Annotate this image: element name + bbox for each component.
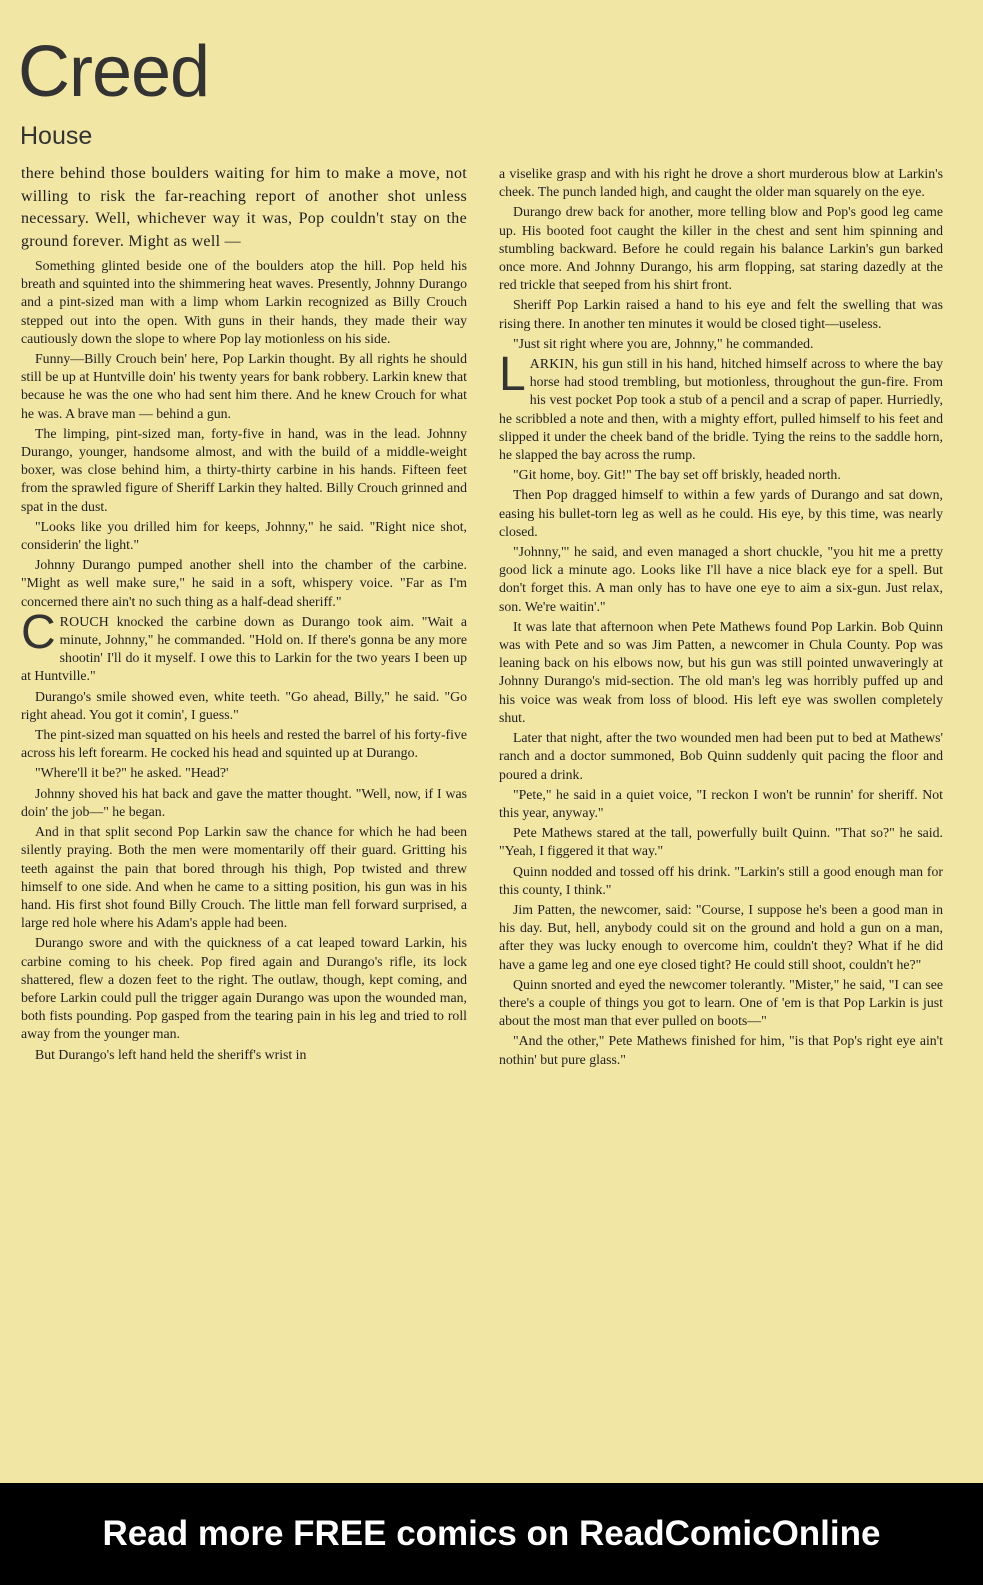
author-name: House — [20, 122, 93, 150]
paragraph: Quinn snorted and eyed the newcomer tolerantly. "Mister," he said, "I can see there's a couple of things you got to learn. One of 'em is that Pop Larkin is just about the most man that ever pulled on boots—" — [499, 976, 943, 1029]
paragraph: Durango drew back for another, more telling blow and Pop's good leg came up. His booted foot caught the killer in the chest and sent him spinning and stumbling backward. Before he could regain his balance Larkin's gun barked once more. And Johnny Durango, his arm flopping, sat staring dazedly at the red trickle that seeped from his shirt front. — [499, 204, 943, 293]
paragraph: Johnny shoved his hat back and gave the matter thought. "Well, now, if I was doin' the job—" he began. — [21, 785, 467, 819]
paragraph: Durango's smile showed even, white teeth. "Go ahead, Billy," he said. "Go right ahead. You got it comin', I guess." — [21, 688, 467, 722]
paragraph: "Just sit right where you are, Johnny," he commanded. — [513, 335, 814, 351]
paragraph: Johnny Durango pumped another shell into the chamber of the carbine. "Might as well make sure," he said in a soft, whispery voice. "Far as I'm concerned there ain't no such thing as a half-dead sheriff." — [21, 557, 467, 609]
section-text: knocked the carbine down as Durango took aim. "Wait a minute, Johnny," he commanded. "Hold on. If there's gonna be any more shootin' I'll do it myself. I owe this to Larkin for the two years I been up at Huntville." — [21, 613, 467, 684]
paragraph: Funny—Billy Crouch bein' here, Pop Larkin thought. By all rights he should still be up at Huntville doin' his twenty years for bank robbery. Larkin knew that because he was the one who had sent him there. And he knew Crouch for what he was. A brave man — behind a gun. — [21, 351, 467, 421]
lead-paragraph: there behind those boulders waiting for him to make a move, not willing to risk the far-reaching report of another shot unless necessary. Well, whichever way it was, Pop couldn't stay on the ground forever. Might as well — — [21, 165, 467, 250]
paragraph: But Durango's left hand held the sheriff's wrist in — [35, 1046, 307, 1062]
story-title: Creed — [18, 32, 210, 112]
section-opening-paragraph — [499, 348, 943, 464]
left-column — [21, 163, 467, 1425]
paragraph: The pint-sized man squatted on his heels and rested the barrel of his forty-five across his left forearm. He cocked his head and squinted up at Durango. — [21, 727, 467, 761]
paragraph: "Git home, boy. Git!" The bay set off briskly, headed north. — [513, 467, 841, 483]
drop-cap: L — [499, 348, 526, 402]
paragraph: "And the other," Pete Mathews finished for him, "is that Pop's right eye ain't nothin' but pure glass." — [499, 1033, 943, 1067]
paragraph: Jim Patten, the newcomer, said: "Course, I suppose he's been a good man in his day. But, hell, anybody could sit on the ground and hold a gun on a man, after they was lucky enough to overcome him, couldn't they? What if he did have a game leg and one eye closed tight? He could still shoot, couldn't he?" — [499, 901, 943, 972]
paragraph: Durango swore and with the quickness of a cat leaped toward Larkin, his carbine coming to his cheek. Pop fired again and Durango's rifle, its lock shattered, flew a dozen feet to the right. The outlaw, though, kept coming, and before Larkin could pull the trigger again Durango was upon the wounded man, both fists pounding. Pop gasped from the tearing pain in his leg and tried to roll away from the younger man. — [21, 935, 467, 1042]
paragraph: "Johnny,"' he said, and even managed a short chuckle, "you hit me a pretty good lick a minute ago. Looks like I'll have a nice black eye for a spell. But don't forget this. A man only has to have one eye to aim a six-gun. Just relax, son. We're waitin'." — [499, 544, 943, 614]
section-text: his gun still in his hand, hitched himself across to where the bay horse had stood trembling, but motionless, throughout the gun-fire. From his vest pocket Pop took a stub of a pencil and a scrap of paper. Hurriedly, he scribbled a note and then, with a mighty effort, pulled himself to his feet and slipped it under the cheek band of the bridle. Tying the reins to the saddle horn, he slapped the bay across the rump. — [499, 356, 943, 463]
paragraph: And in that split second Pop Larkin saw the chance for which he had been silently praying. Both the men were momentarily off their guard. Gritting his teeth against the pain that bored through his thigh, Pop twisted and threw himself to one side. And when he came to a sitting position, his gun was in his hand. His first shot found Billy Crouch. The little man fell forward surprised, a large red hole where his Adam's apple had been. — [21, 824, 467, 931]
paragraph: "Where'll it be?" he asked. "Head?' — [35, 765, 229, 781]
drop-cap: C — [21, 605, 56, 659]
paragraph: Later that night, after the two wounded men had been put to bed at Mathews' ranch and a doctor summoned, Bob Quinn suddenly quit pacing the floor and poured a drink. — [499, 730, 943, 782]
paragraph: "Looks like you drilled him for keeps, Johnny," he said. "Right nice shot, considerin' the light." — [21, 518, 467, 553]
paragraph: a viselike grasp and with his right he drove a short murderous blow at Larkin's cheek. The punch landed high, and caught the older man squarely on the eye. — [499, 166, 943, 200]
promo-banner-link[interactable]: Read more FREE comics on ReadComicOnline — [0, 1483, 983, 1585]
paragraph: Then Pop dragged himself to within a few yards of Durango and sat down, easing his bullet-torn leg as well as he could. His eye, by this time, was nearly closed. — [499, 487, 943, 539]
section-first-word: ARKIN, — [529, 356, 579, 372]
right-column — [499, 165, 943, 1425]
paragraph: Sheriff Pop Larkin raised a hand to his eye and felt the swelling that was rising there. In another ten minutes it would be closed tight—useless. — [499, 297, 943, 331]
paragraph: Pete Mathews stared at the tall, powerfully built Quinn. "That so?" he said. "Yeah, I figgered it that way." — [499, 825, 943, 859]
paragraph: Quinn nodded and tossed off his drink. "Larkin's still a good enough man for this county, I think." — [499, 863, 943, 897]
paragraph: It was late that afternoon when Pete Mathews found Pop Larkin. Bob Quinn was with Pete and so was Jim Patten, a newcomer in Chula County. Pop was leaning back on his elbows now, but his gun was still pointed unwaveringly at Johnny Durango's mid-section. The old man's leg was horribly puffed up and his voice was weak from loss of blood. His left eye was swollen completely shut. — [499, 618, 943, 725]
paragraph: Something glinted beside one of the boulders atop the hill. Pop held his breath and squinted into the shimmering heat waves. Presently, Johnny Durango and a pint-sized man with a limp whom Larkin recognized as Billy Crouch stepped out into the open. With guns in their hands, they made their way cautiously down the slope to where Pop lay motionless on his side. — [21, 258, 467, 346]
paragraph: The limping, pint-sized man, forty-five in hand, was in the lead. Johnny Durango, younger, handsome almost, and with the build of a middle-weight boxer, was close behind him, a thirty-thirty carbine in his hands. Fifteen feet from the sprawled figure of Sheriff Larkin they halted. Billy Crouch grinned and spat in the dust. — [21, 425, 467, 514]
section-opening-paragraph — [21, 605, 467, 686]
paragraph: "Pete," he said in a quiet voice, "I reckon I won't be runnin' for sheriff. Not this year, anyway." — [499, 786, 943, 820]
section-first-word: ROUCH — [59, 613, 109, 629]
